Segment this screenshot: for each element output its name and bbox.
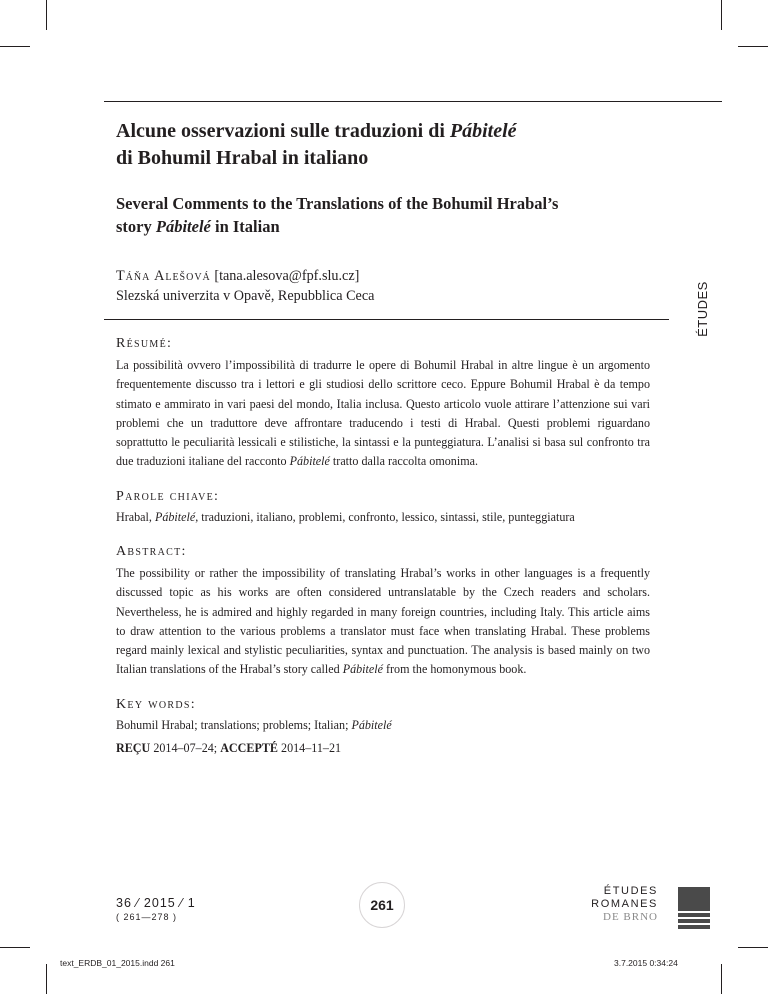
author-block — [116, 266, 636, 306]
accepted-label: ACCEPTÉ — [220, 741, 278, 755]
keywords-en-heading: Key words: — [116, 697, 196, 712]
article-title — [116, 118, 676, 172]
abstract-italic: Pábitelé — [342, 662, 383, 677]
keywords-it-before: Hrabal, — [116, 510, 155, 524]
author-affiliation: Slezská univerzita v Opavě, Repubblica Ceca — [116, 288, 375, 304]
slug-timestamp: 3.7.2015 0:34:24 — [614, 958, 678, 968]
crop-mark — [0, 46, 30, 47]
subtitle-italic: Pábitelé — [155, 217, 211, 236]
section-tag: ÉTUDES — [695, 281, 710, 337]
resume-body — [116, 356, 650, 472]
article-subtitle — [116, 192, 636, 238]
title-line2: di Bohumil Hrabal in italiano — [116, 147, 369, 169]
keywords-it-after: , traduzioni, italiano, problemi, confronto, lessico, sintassi, stile, punteggiatura — [195, 510, 575, 524]
journal-line3: DE BRNO — [603, 911, 658, 923]
volume-number: 36 ⁄ 2015 ⁄ 1 — [116, 896, 196, 910]
subtitle-line2-prefix: story — [116, 217, 156, 236]
resume-text: La possibilità ovvero l’impossibilità di tradurre le opere di Bohumil Hrabal in altre lingue è un argomento frequentemente discusso tra i lettori e gli studiosi dello scrittore ceco. Eppure Bohumil Hrabal è da tempo stimato e ammirato in vari paesi del mondo, Italia inclusa. Questo articolo vuole attirare l’attenzione sui vari problemi che un traduttore deve affrontare traducendo i testi di Hrabal. Questi problemi riguardano soprattutto le peculiarità lessicali e stilistiche, la sintassi e la punteggiatura. L’analisi si basa sul confronto tra due traduzioni italiane del racconto — [116, 358, 650, 469]
page-range: ( 261—278 ) — [116, 912, 178, 922]
keywords-it-heading: Parole chiave: — [116, 489, 220, 504]
title-italic: Pábitelé — [449, 120, 517, 142]
author-email[interactable]: [tana.alesova@fpf.slu.cz] — [214, 268, 360, 284]
received-label: REÇU — [116, 741, 151, 755]
abstract-text: The possibility or rather the impossibility of translating Hrabal’s works in other languages is a frequently discussed topic as his works are often considered untranslatable by the Czech readers and scholars. Nevertheless, he is admired and highly regarded in many foreign countries, including Italy. This article aims to draw attention to the various problems a translator must face when translating Hrabal. These problems regard mainly lexical and stylistic peculiarities, syntax and punctuation. The analysis is based mainly on two Italian translations of the Hrabal’s story called — [116, 566, 650, 677]
crop-mark — [46, 0, 47, 30]
slug-file: text_ERDB_01_2015.indd 261 — [60, 958, 175, 968]
resume-text-end: tratto dalla raccolta omonima. — [329, 454, 478, 469]
subtitle-line2-suffix: in Italian — [210, 217, 280, 236]
journal-wordmark — [572, 885, 658, 924]
mid-rule — [104, 319, 669, 320]
keywords-it-body — [116, 508, 650, 527]
abstract-heading: Abstract: — [116, 544, 187, 559]
resume-heading: Résumé: — [116, 336, 173, 351]
keywords-en-body — [116, 716, 650, 735]
abstract-body — [116, 564, 650, 680]
subtitle-line1: Several Comments to the Translations of the Bohumil Hrabal’s — [116, 194, 559, 213]
journal-line1: ÉTUDES — [603, 885, 658, 897]
journal-logo-icon — [678, 887, 710, 929]
crop-mark — [721, 0, 722, 30]
crop-mark — [738, 46, 768, 47]
keywords-it-italic: Pábitelé — [154, 510, 196, 524]
journal-line2: ROMANES — [591, 898, 658, 910]
keywords-en-italic: Pábitelé — [351, 718, 392, 732]
resume-italic: Pábitelé — [289, 454, 330, 469]
received-date: 2014–07–24; — [153, 741, 218, 755]
received-accepted — [116, 741, 341, 756]
accepted-date: 2014–11–21 — [281, 741, 342, 755]
title-line1: Alcune osservazioni sulle traduzioni di — [116, 120, 450, 142]
keywords-en-before: Bohumil Hrabal; translations; problems; Italian; — [116, 718, 352, 732]
abstract-text-end: from the homonymous book. — [382, 662, 527, 677]
crop-mark — [738, 947, 768, 948]
crop-mark — [0, 947, 30, 948]
crop-mark — [46, 964, 47, 994]
top-rule — [104, 101, 722, 102]
page-number: 261 — [359, 882, 405, 928]
author-name: Táňa Alešová — [116, 268, 211, 284]
volume-info — [116, 896, 196, 922]
crop-mark — [721, 964, 722, 994]
